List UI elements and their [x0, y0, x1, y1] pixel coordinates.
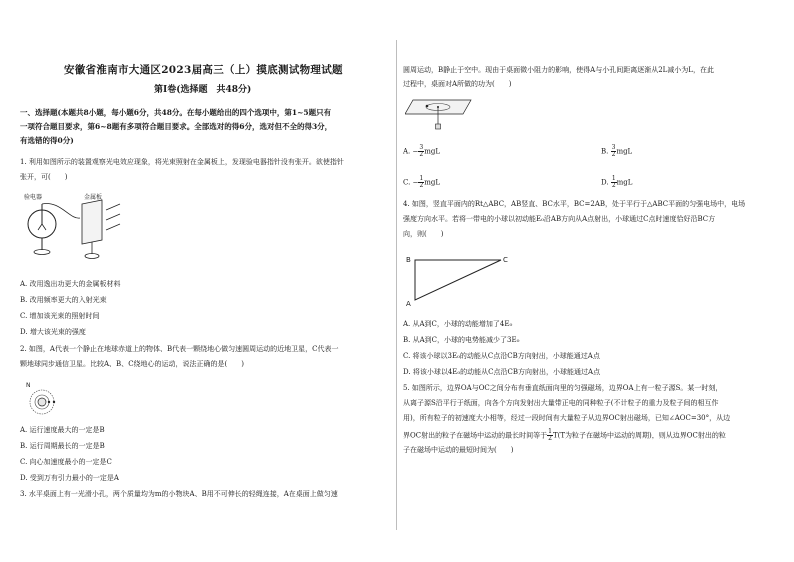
q2-fig-label-n: N [26, 382, 31, 389]
q1-option-d: D. 增大该光束的强度 [20, 328, 86, 336]
q1-option-b: B. 改用频率更大的入射光束 [20, 296, 107, 304]
q4-option-b: B. 从A到C，小球的电势能减少了3E₀ [403, 336, 520, 344]
q3-option-a-fraction: $\frac{3}{2}$ [419, 144, 424, 158]
q2-option-a: A. 运行速度最大的一定是B [20, 426, 105, 434]
q2-stem-line1: 2. 如图，A代表一个静止在地球赤道上的物体、B代表一颗绕地心做匀速圆周运动的近地卫星，C代表一 [20, 345, 339, 353]
q1-figure-electroscope [20, 190, 130, 268]
q3-option-d [601, 176, 632, 189]
q5-stem-line5: 子在磁场中运动的最短时间为( ) [403, 446, 514, 454]
q3-stem-line2: 圆周运动，B静止于空中。现由于桌面微小阻力的影响，使得A与小孔间距离逐渐从2L减小为L，在此 [403, 66, 714, 74]
q3-stem-line1: 3. 水平桌面上有一光滑小孔，两个质量均为m的小物块A、B用不可伸长的轻绳连接，A在桌面上做匀速 [20, 490, 338, 498]
q2-option-d: D. 受到万有引力最小的一定是A [20, 474, 119, 482]
q4-figure-triangle [405, 250, 515, 308]
q5-fraction: $\frac{1}{2}$ [548, 428, 552, 442]
q1-option-a: A. 改用逸出功更大的金属板材料 [20, 280, 121, 288]
q5-stem-line2: 从离子源S沿平行于纸面，向各个方向发射出大量带正电的同种粒子(不计粒子的重力及粒子间的相互作 [403, 399, 719, 407]
q2-option-c: C. 向心加速度最小的一定是C [20, 458, 112, 466]
q1-stem-line1: 1. 利用如图所示的装置观察光电效应现象，将光束照射在金属板上，发现验电器指针没有张开。欲使指针 [20, 158, 344, 166]
q4-vertex-c: C [503, 256, 508, 264]
q2-option-b: B. 运行周期最长的一定是B [20, 442, 105, 450]
q4-option-a: A. 从A到C，小球的动能增加了4E₀ [403, 320, 513, 328]
q5-stem-line3: 用)，所有粒子的初速度大小相等，经过一段时间有大量粒子从边界OC射出磁场，已知∠AOC=30°，从边 [403, 414, 731, 422]
right-column [397, 0, 794, 562]
q2-stem-line2: 颗地球同步通信卫星。比较A、B、C绕地心的运动，说法正确的是( ) [20, 360, 245, 368]
q3-option-b-mgl: mgL [616, 147, 633, 156]
q3-option-d-mgl: mgL [616, 178, 633, 187]
q3-option-a-mgl: mgL [424, 147, 440, 156]
q3-option-a-prefix: A. [403, 147, 411, 156]
q1-fig-label-electroscope: 验电器 [24, 194, 43, 201]
part1-instructions-line2: 一项符合题目要求，第6~8题有多项符合题目要求。全部选对的得6分，选对但不全的得3分， [20, 122, 333, 131]
page-title: 安徽省淮南市大通区2023届高三（上）摸底测试物理试题 [64, 64, 343, 76]
q3-option-a [403, 145, 440, 158]
q4-option-c: C. 将该小球以3E₀的动能从C点沿CB方向射出，小球能通过A点 [403, 352, 600, 360]
q4-stem-line2: 强度方向水平。若将一带电的小球以初动能E₀沿AB方向从A点射出，小球通过C点时速度恰好沿BC方 [403, 215, 716, 223]
q3-option-d-prefix: D. [601, 178, 609, 187]
q3-option-c-mgl: mgL [424, 178, 441, 187]
q3-option-c-sign: − [412, 178, 419, 187]
section-heading: 第Ⅰ卷(选择题 共48分) [154, 85, 252, 95]
q3-option-b-prefix: B. [601, 147, 609, 156]
q3-option-d-fraction: $\frac{1}{2}$ [611, 175, 616, 189]
q4-vertex-b: B [406, 256, 411, 264]
q3-option-b-fraction: $\frac{3}{2}$ [611, 144, 616, 158]
q2-figure-orbits [24, 378, 74, 418]
q3-option-a-sign: − [412, 147, 419, 156]
q4-option-d: D. 将该小球以4E₀的动能从C点沿CB方向射出，小球能通过A点 [403, 368, 601, 376]
q3-stem-line3: 过程中，桌面对A所做的功为( ) [403, 80, 512, 88]
q4-vertex-a: A [406, 300, 411, 308]
q3-option-c-prefix: C. [403, 178, 411, 187]
q1-option-c: C. 增加该光束的照射时间 [20, 312, 100, 320]
q5-stem-line1: 5. 如图所示，边界OA与OC之间分布有垂直纸面向里的匀强磁场，边界OA上有一粒子源S。某一时刻， [403, 384, 723, 392]
q1-fig-label-plate: 金属板 [84, 194, 103, 201]
q3-option-b [601, 145, 632, 158]
q5-stem-line4-start: 界OC射出的粒子在磁场中运动的最长时间等于 [403, 431, 548, 440]
q1-stem-line2: 张开，可( ) [20, 173, 68, 181]
q5-stem-line4-end: T(T为粒子在磁场中运动的周期)，则从边界OC射出的粒 [552, 431, 726, 440]
q3-option-c-fraction: $\frac{1}{2}$ [419, 175, 424, 189]
q4-stem-line1: 4. 如图，竖直平面内的Rt△ABC，AB竖直、BC水平，BC=2AB，处于平行于△ABC平面的匀强电场中，电场 [403, 200, 746, 208]
q4-stem-line3: 向，则( ) [403, 230, 444, 238]
q3-figure-table [405, 94, 475, 134]
part1-instructions-line3: 有选错的得0分) [20, 136, 74, 145]
q3-option-c [403, 176, 440, 189]
q5-stem-line4 [403, 429, 726, 442]
part1-instructions-line1: 一、选择题(本题共8小题，每小题6分，共48分。在每小题给出的四个选项中，第1~5题只有 [20, 108, 332, 117]
